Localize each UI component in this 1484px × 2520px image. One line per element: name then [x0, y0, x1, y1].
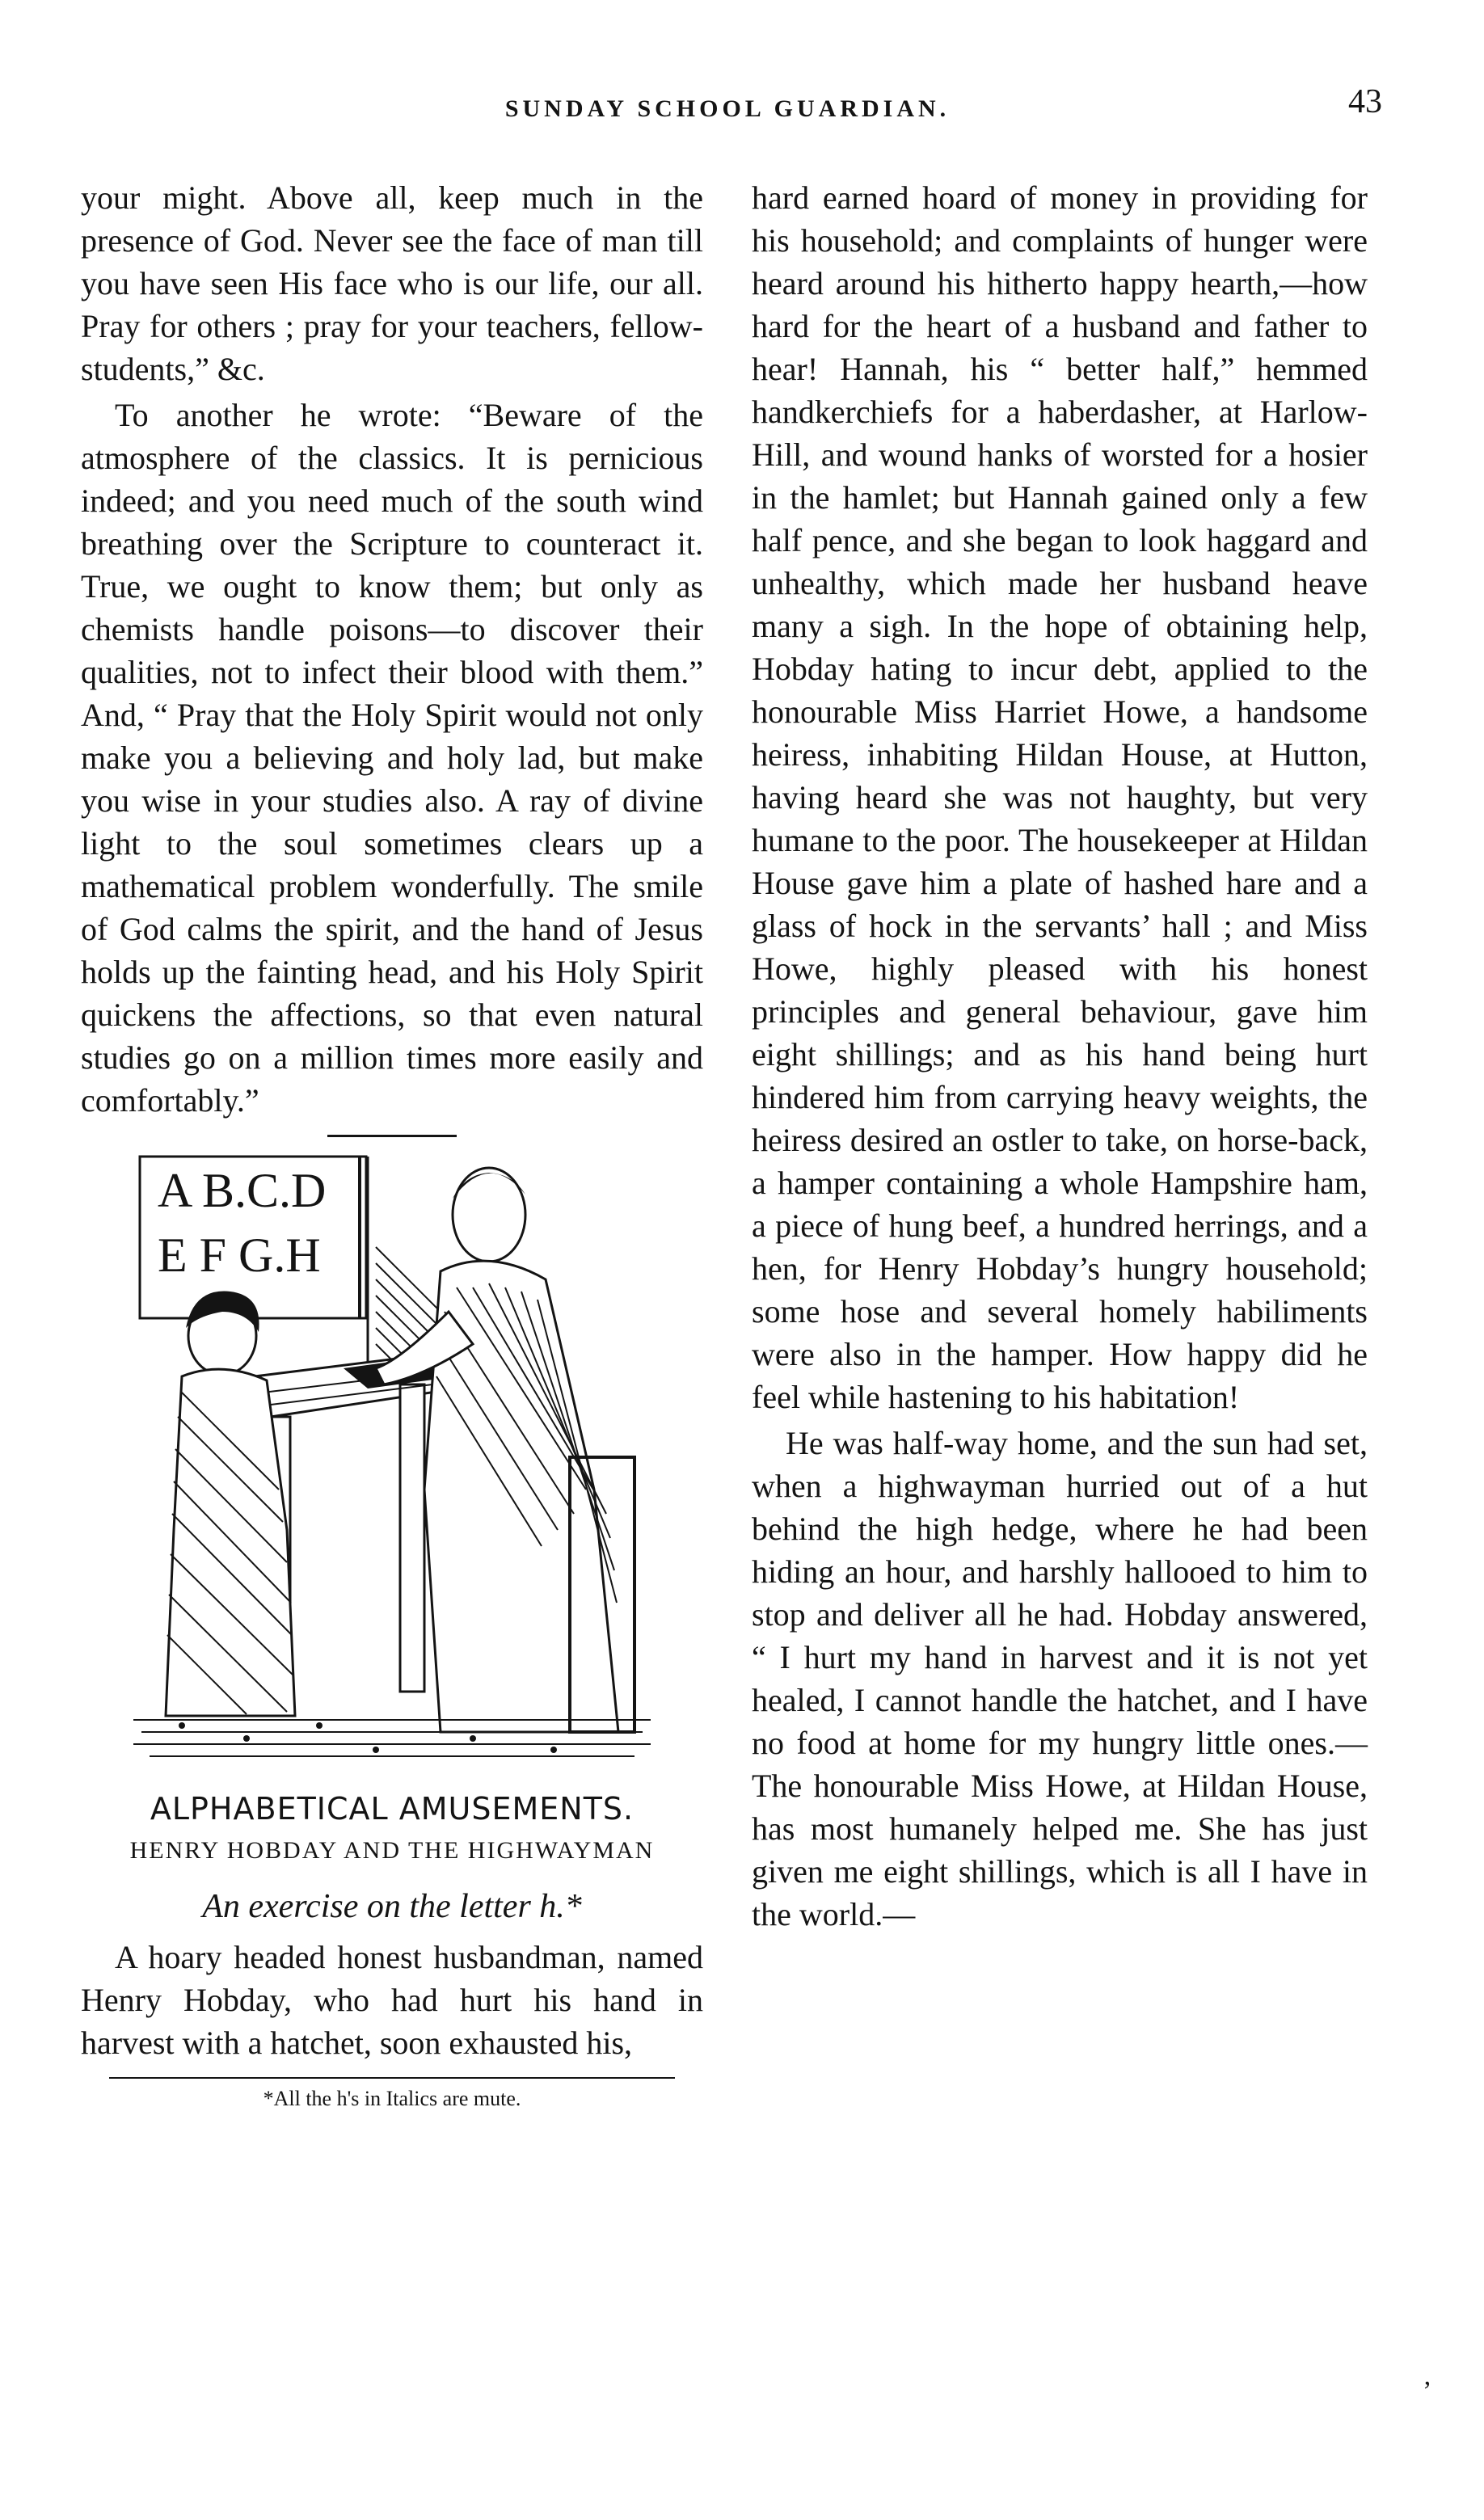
section-divider: [327, 1135, 457, 1137]
left-column: [81, 176, 703, 2113]
blackboard-line-1: A B.C.D: [158, 1164, 327, 1217]
footnote: *All the h's in Italics are mute.: [263, 2087, 521, 2110]
left-paragraph-2: To another he wrote: “Beware of the atmosphere of the classics. It is pernicious indeed; and you need much of the south wind breathing over the Scripture to counteract it. True, we ought to know them; but only as chemists handle poisons—to discover their qualities, not to infect their blood with them.” And, “ Pray that the Holy Spirit would not only make you a believing and holy lad, but make you wise in your studies also. A ray of divine light to the soul sometimes clears up a mathematical problem wonderfully. The smile of God calms the spirit, and the hand of Jesus holds up the fainting head, and his Holy Spirit quickens the affections, so that even natural studies go on a million times more easily and comfortably.”: [81, 397, 703, 1119]
page-header: [81, 79, 1382, 128]
page-number: 43: [1348, 83, 1382, 120]
left-paragraph-3: A hoary headed honest husbandman, named Henry Hobday, who had hurt his hand in harvest with a hatchet, soon exhausted his,: [81, 1939, 703, 2061]
stray-ink-mark: ’: [1423, 2376, 1432, 2406]
right-column: [752, 176, 1368, 1936]
blackboard-line-2: E F G.H: [158, 1228, 321, 1282]
footnote-rule: [109, 2077, 675, 2079]
exercise-heading: An exercise on the letter h.*: [202, 1888, 582, 1925]
schoolroom-engraving: [133, 1150, 651, 1764]
right-paragraph-2: He was half-way home, and the sun had set, when a highwayman hurried out of a hut behind the high hedge, where he had been hiding an hour, and harshly hallooed to him to stop and deliver all he had. Hobday answered, “ I hurt my hand in harvest and it is not yet healed, I cannot handle the hatchet, and I have no food at home for my hungry little ones.— The honourable Miss Howe, at Hildan House, has most humanely helped me. She has just given me eight shillings, which is all I have in the world.—: [752, 1425, 1368, 1932]
section-title: ALPHABETICAL AMUSEMENTS.: [150, 1791, 634, 1827]
running-title: SUNDAY SCHOOL GUARDIAN.: [504, 95, 951, 122]
left-paragraph-1: your might. Above all, keep much in the presence of God. Never see the face of man till you have seen His face who is our life, our all. Pray for others ; pray for your teachers, fellow-students,” &c.: [81, 179, 703, 387]
section-subtitle: HENRY HOBDAY AND THE HIGHWAYMAN: [129, 1837, 655, 1864]
right-paragraph-1: hard earned hoard of money in providing for his household; and complaints of hunger were heard around his hitherto happy hearth,—how hard for the heart of a husband and father to hear! Hannah, his “ better half,” hemmed handkerchiefs for a haberdasher, at Harlow-Hill, and wound hanks of worsted for a hosier in the hamlet; but Hannah gained only a few half pence, and she began to look haggard and unhealthy, which made her husband heave many a sigh. In the hope of obtaining help, Hobday hating to incur debt, applied to the honourable Miss Harriet Howe, a handsome heiress, inhabiting Hildan House, at Hutton, having heard she was not haughty, but very humane to the poor. The housekeeper at Hildan House gave him a plate of hashed hare and a glass of hock in the servants’ hall ; and Miss Howe, highly pleased with his honest principles and general behaviour, gave him eight shillings; and as his hand being hurt hindered him from carrying heavy weights, the heiress desired an ostler to take, on horse-back, a hamper containing a whole Hampshire ham, a piece of hung beef, a hundred herrings, and a hen, for Henry Hobday’s hungry household; some hose and several homely habiliments were also in the hamper. How happy did he feel while hastening to his habitation!: [752, 179, 1368, 1415]
